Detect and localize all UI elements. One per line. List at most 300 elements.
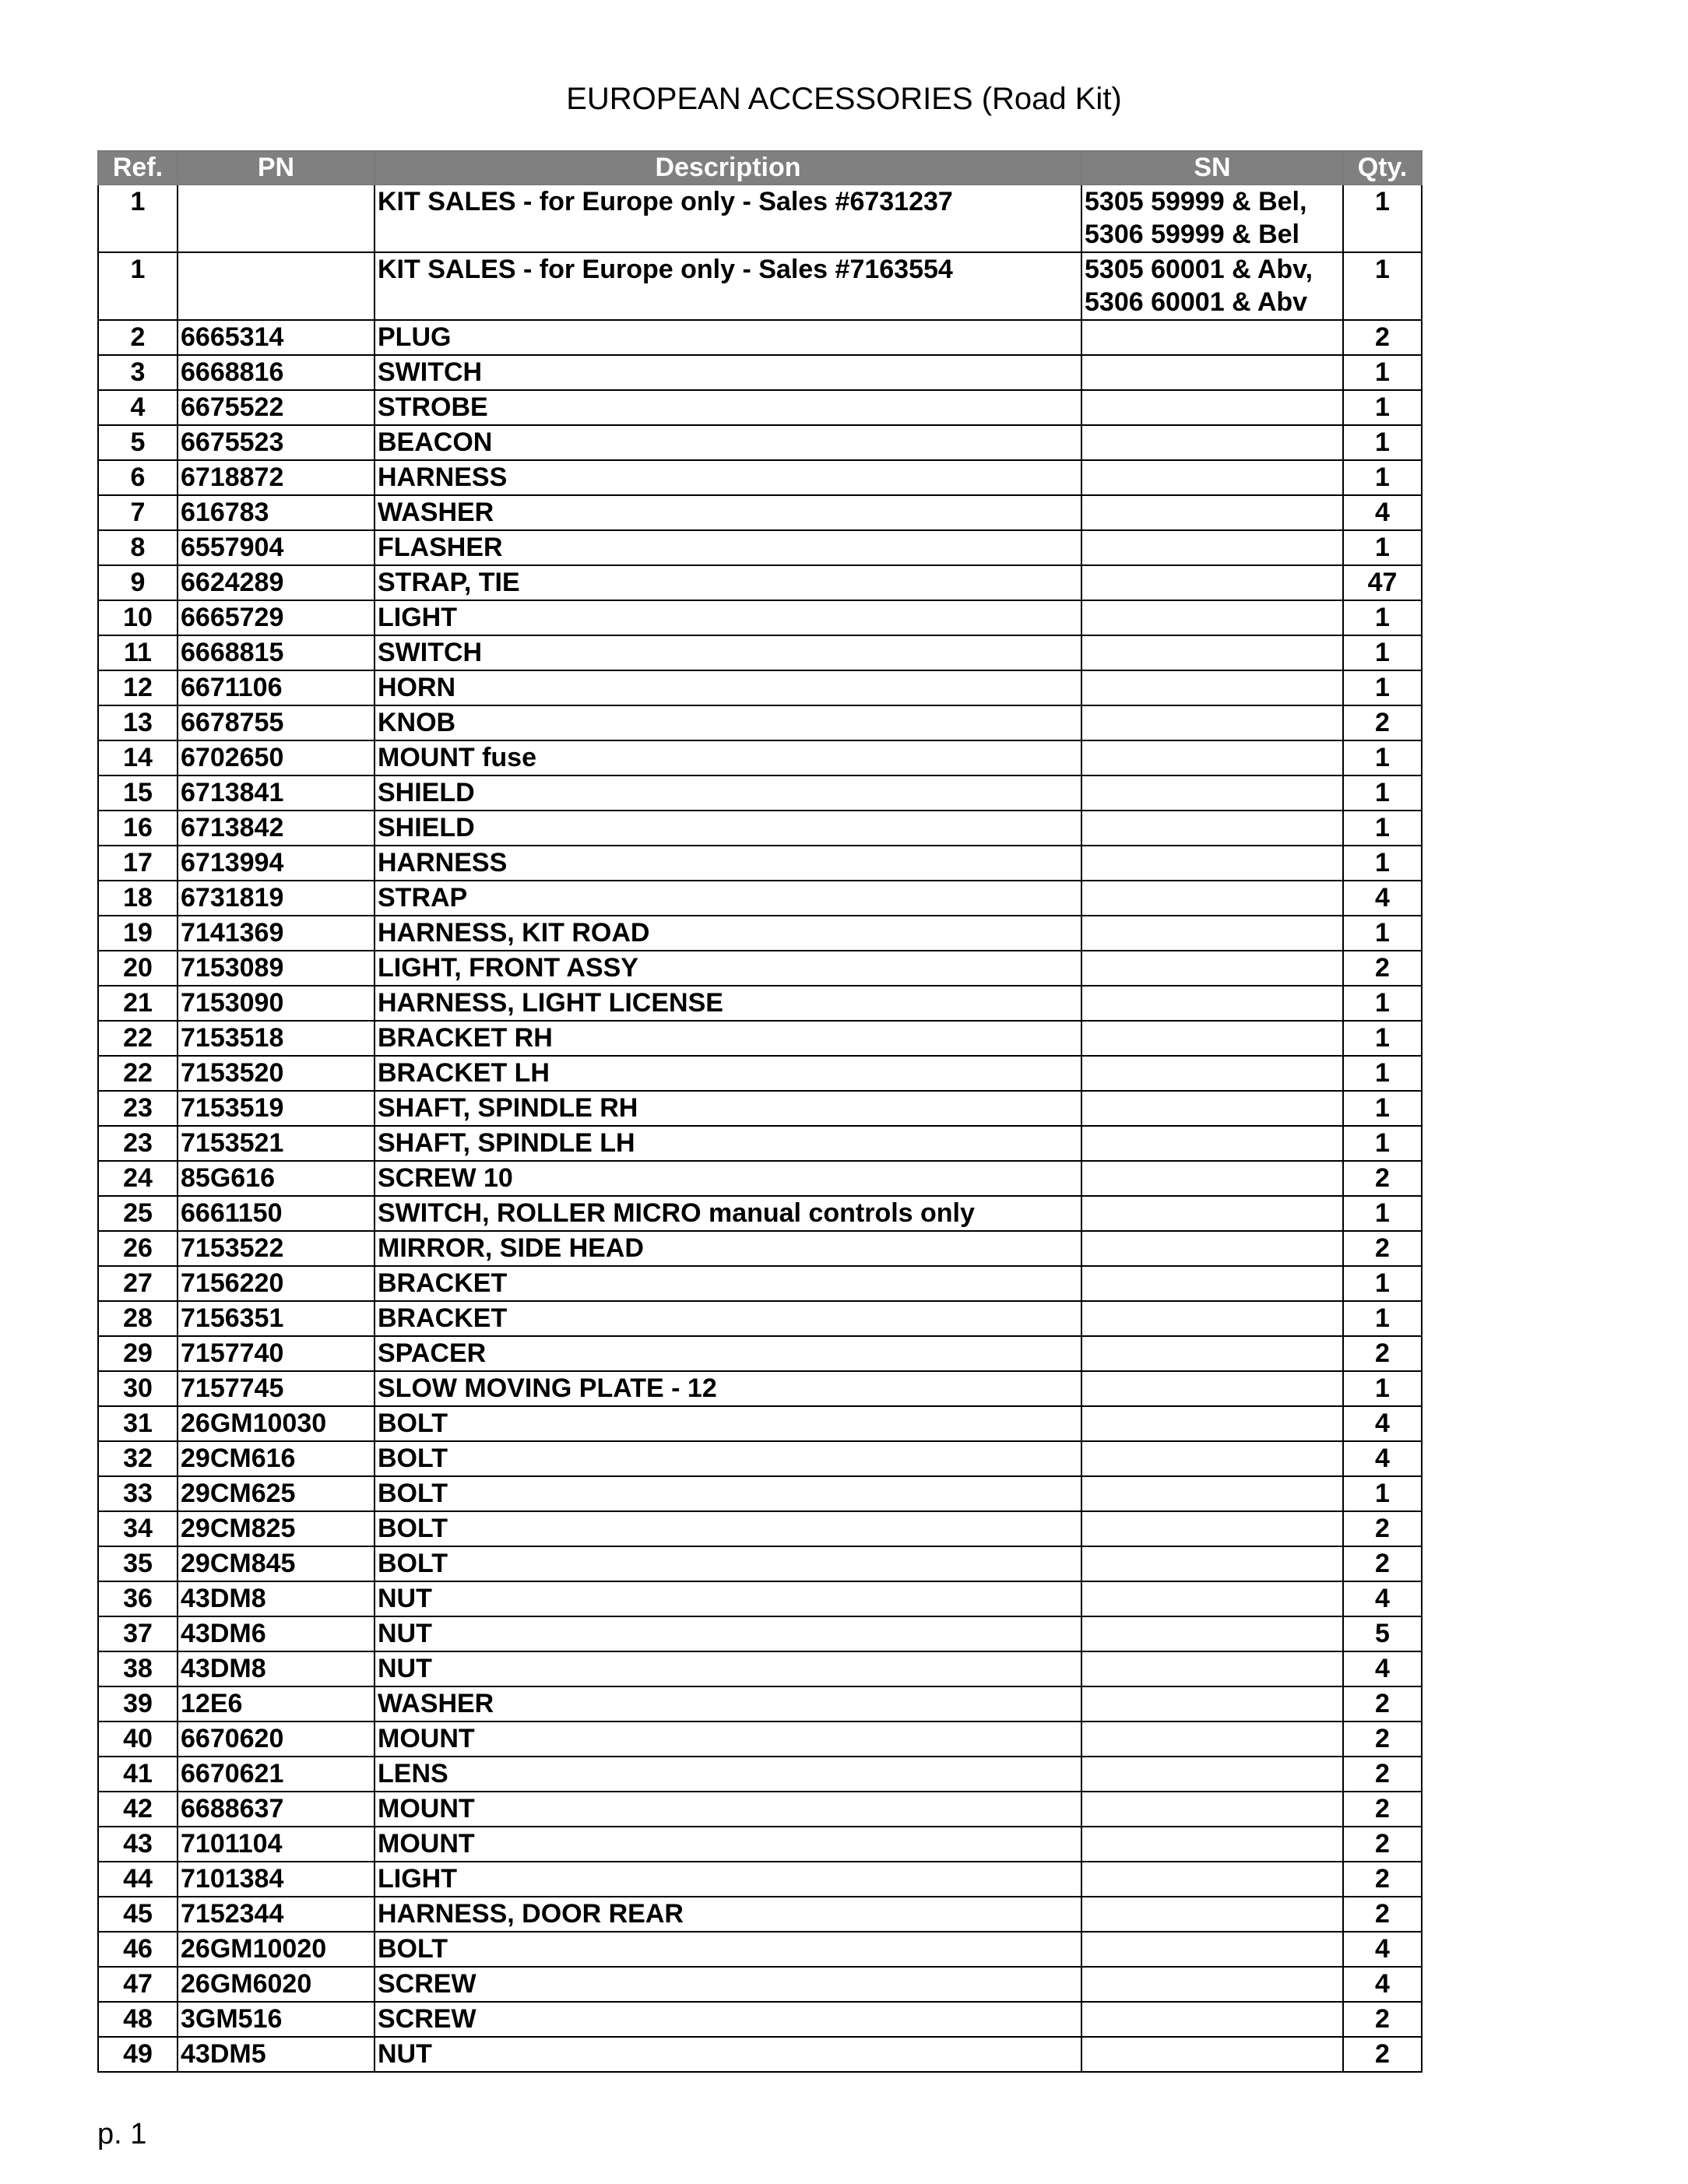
cell-ref: 22 bbox=[98, 1056, 178, 1091]
parts-table-body bbox=[98, 185, 1422, 2072]
cell-description: STRAP, TIE bbox=[375, 565, 1081, 600]
table-row bbox=[98, 1897, 1422, 1932]
cell-description: MOUNT bbox=[375, 1792, 1081, 1827]
cell-serial-number bbox=[1081, 1301, 1343, 1336]
table-row bbox=[98, 811, 1422, 846]
cell-quantity: 1 bbox=[1343, 670, 1422, 705]
cell-ref: 3 bbox=[98, 355, 178, 390]
cell-serial-number bbox=[1081, 1196, 1343, 1231]
cell-ref: 15 bbox=[98, 775, 178, 811]
cell-description: SHAFT, SPINDLE LH bbox=[375, 1126, 1081, 1161]
table-row bbox=[98, 705, 1422, 740]
cell-ref: 46 bbox=[98, 1932, 178, 1967]
cell-quantity: 2 bbox=[1343, 1792, 1422, 1827]
cell-ref: 33 bbox=[98, 1476, 178, 1511]
table-row bbox=[98, 670, 1422, 705]
cell-quantity: 2 bbox=[1343, 1686, 1422, 1722]
cell-quantity: 4 bbox=[1343, 1932, 1422, 1967]
table-row bbox=[98, 252, 1422, 320]
table-row bbox=[98, 1757, 1422, 1792]
cell-description: SPACER bbox=[375, 1336, 1081, 1371]
table-row bbox=[98, 1651, 1422, 1686]
cell-part-number: 7153522 bbox=[178, 1231, 375, 1266]
cell-serial-number bbox=[1081, 775, 1343, 811]
cell-quantity: 2 bbox=[1343, 1722, 1422, 1757]
cell-description: BOLT bbox=[375, 1441, 1081, 1476]
cell-part-number: 12E6 bbox=[178, 1686, 375, 1722]
cell-serial-number bbox=[1081, 1126, 1343, 1161]
cell-ref: 39 bbox=[98, 1686, 178, 1722]
cell-ref: 38 bbox=[98, 1651, 178, 1686]
cell-part-number: 7101104 bbox=[178, 1827, 375, 1862]
cell-part-number: 7141369 bbox=[178, 916, 375, 951]
cell-part-number: 7153519 bbox=[178, 1091, 375, 1126]
table-row bbox=[98, 1722, 1422, 1757]
cell-serial-number bbox=[1081, 1476, 1343, 1511]
cell-ref: 2 bbox=[98, 320, 178, 355]
cell-serial-number bbox=[1081, 1336, 1343, 1371]
table-row bbox=[98, 2002, 1422, 2037]
cell-part-number: 6731819 bbox=[178, 881, 375, 916]
cell-part-number: 26GM6020 bbox=[178, 1967, 375, 2002]
cell-part-number: 43DM8 bbox=[178, 1581, 375, 1616]
cell-part-number: 6713841 bbox=[178, 775, 375, 811]
table-row bbox=[98, 390, 1422, 425]
table-row bbox=[98, 1126, 1422, 1161]
cell-part-number: 6713842 bbox=[178, 811, 375, 846]
table-row bbox=[98, 916, 1422, 951]
cell-part-number: 6665314 bbox=[178, 320, 375, 355]
cell-part-number: 6557904 bbox=[178, 530, 375, 565]
cell-serial-number bbox=[1081, 1722, 1343, 1757]
cell-quantity: 1 bbox=[1343, 185, 1422, 252]
cell-description: SLOW MOVING PLATE - 12 bbox=[375, 1371, 1081, 1406]
cell-part-number: 7153089 bbox=[178, 951, 375, 986]
cell-quantity: 1 bbox=[1343, 530, 1422, 565]
cell-description: KIT SALES - for Europe only - Sales #6731237 bbox=[375, 185, 1081, 252]
column-header-pn: PN bbox=[178, 151, 375, 185]
cell-quantity: 2 bbox=[1343, 1897, 1422, 1932]
cell-part-number: 7152344 bbox=[178, 1897, 375, 1932]
cell-serial-number bbox=[1081, 670, 1343, 705]
table-row bbox=[98, 1511, 1422, 1546]
table-row bbox=[98, 1056, 1422, 1091]
table-row bbox=[98, 600, 1422, 635]
cell-quantity: 4 bbox=[1343, 1581, 1422, 1616]
cell-description: BRACKET bbox=[375, 1301, 1081, 1336]
cell-description: HARNESS bbox=[375, 846, 1081, 881]
table-row bbox=[98, 1091, 1422, 1126]
cell-part-number: 6718872 bbox=[178, 460, 375, 495]
cell-part-number: 43DM8 bbox=[178, 1651, 375, 1686]
cell-serial-number bbox=[1081, 1897, 1343, 1932]
cell-quantity: 5 bbox=[1343, 1616, 1422, 1651]
cell-part-number: 6671106 bbox=[178, 670, 375, 705]
cell-ref: 18 bbox=[98, 881, 178, 916]
cell-quantity: 1 bbox=[1343, 1266, 1422, 1301]
cell-serial-number bbox=[1081, 1686, 1343, 1722]
cell-ref: 20 bbox=[98, 951, 178, 986]
cell-quantity: 2 bbox=[1343, 1827, 1422, 1862]
cell-description: FLASHER bbox=[375, 530, 1081, 565]
cell-serial-number bbox=[1081, 530, 1343, 565]
table-row bbox=[98, 951, 1422, 986]
cell-part-number: 85G616 bbox=[178, 1161, 375, 1196]
cell-ref: 21 bbox=[98, 986, 178, 1021]
cell-quantity: 1 bbox=[1343, 252, 1422, 320]
table-row bbox=[98, 460, 1422, 495]
cell-serial-number bbox=[1081, 846, 1343, 881]
cell-description: MIRROR, SIDE HEAD bbox=[375, 1231, 1081, 1266]
cell-description: STRAP bbox=[375, 881, 1081, 916]
cell-part-number: 43DM6 bbox=[178, 1616, 375, 1651]
document-title: EUROPEAN ACCESSORIES (Road Kit) bbox=[566, 82, 1122, 116]
table-row bbox=[98, 1581, 1422, 1616]
cell-part-number: 29CM616 bbox=[178, 1441, 375, 1476]
cell-description: HORN bbox=[375, 670, 1081, 705]
cell-part-number: 6670620 bbox=[178, 1722, 375, 1757]
cell-quantity: 4 bbox=[1343, 1441, 1422, 1476]
cell-description: KNOB bbox=[375, 705, 1081, 740]
cell-ref: 1 bbox=[98, 185, 178, 252]
cell-serial-number bbox=[1081, 635, 1343, 670]
cell-part-number: 6713994 bbox=[178, 846, 375, 881]
cell-description: SHAFT, SPINDLE RH bbox=[375, 1091, 1081, 1126]
cell-quantity: 1 bbox=[1343, 425, 1422, 460]
cell-ref: 48 bbox=[98, 2002, 178, 2037]
table-row bbox=[98, 530, 1422, 565]
table-row bbox=[98, 355, 1422, 390]
table-header-row bbox=[98, 151, 1422, 185]
cell-description: SCREW bbox=[375, 1967, 1081, 2002]
table-row bbox=[98, 1371, 1422, 1406]
cell-description: BOLT bbox=[375, 1406, 1081, 1441]
cell-quantity: 1 bbox=[1343, 1126, 1422, 1161]
cell-serial-number: 5305 60001 & Abv, 5306 60001 & Abv bbox=[1081, 252, 1343, 320]
table-row bbox=[98, 565, 1422, 600]
cell-part-number: 6670621 bbox=[178, 1757, 375, 1792]
cell-quantity: 1 bbox=[1343, 1301, 1422, 1336]
cell-serial-number bbox=[1081, 740, 1343, 775]
cell-serial-number bbox=[1081, 811, 1343, 846]
table-row bbox=[98, 1441, 1422, 1476]
cell-part-number: 7153518 bbox=[178, 1021, 375, 1056]
cell-quantity: 2 bbox=[1343, 320, 1422, 355]
column-header-sn: SN bbox=[1081, 151, 1343, 185]
cell-ref: 22 bbox=[98, 1021, 178, 1056]
table-row bbox=[98, 425, 1422, 460]
cell-quantity: 2 bbox=[1343, 2002, 1422, 2037]
table-row bbox=[98, 1161, 1422, 1196]
cell-quantity: 1 bbox=[1343, 1476, 1422, 1511]
cell-description: SHIELD bbox=[375, 811, 1081, 846]
cell-ref: 23 bbox=[98, 1091, 178, 1126]
cell-description: KIT SALES - for Europe only - Sales #7163554 bbox=[375, 252, 1081, 320]
cell-description: SHIELD bbox=[375, 775, 1081, 811]
table-row bbox=[98, 1196, 1422, 1231]
cell-serial-number bbox=[1081, 2002, 1343, 2037]
table-row bbox=[98, 986, 1422, 1021]
table-row bbox=[98, 1406, 1422, 1441]
cell-part-number: 29CM845 bbox=[178, 1546, 375, 1581]
cell-quantity: 4 bbox=[1343, 881, 1422, 916]
cell-serial-number bbox=[1081, 1371, 1343, 1406]
cell-description: BOLT bbox=[375, 1546, 1081, 1581]
cell-quantity: 1 bbox=[1343, 1056, 1422, 1091]
cell-quantity: 2 bbox=[1343, 1161, 1422, 1196]
table-row bbox=[98, 1967, 1422, 2002]
cell-ref: 28 bbox=[98, 1301, 178, 1336]
cell-description: MOUNT bbox=[375, 1827, 1081, 1862]
cell-serial-number bbox=[1081, 916, 1343, 951]
cell-serial-number bbox=[1081, 460, 1343, 495]
table-row bbox=[98, 1827, 1422, 1862]
table-row bbox=[98, 1862, 1422, 1897]
cell-serial-number bbox=[1081, 1021, 1343, 1056]
cell-ref: 40 bbox=[98, 1722, 178, 1757]
table-row bbox=[98, 495, 1422, 530]
cell-serial-number bbox=[1081, 495, 1343, 530]
cell-part-number: 6675522 bbox=[178, 390, 375, 425]
cell-quantity: 1 bbox=[1343, 916, 1422, 951]
cell-ref: 17 bbox=[98, 846, 178, 881]
cell-ref: 24 bbox=[98, 1161, 178, 1196]
cell-serial-number bbox=[1081, 390, 1343, 425]
column-header-description: Description bbox=[375, 151, 1081, 185]
cell-quantity: 1 bbox=[1343, 1196, 1422, 1231]
cell-quantity: 1 bbox=[1343, 390, 1422, 425]
parts-table bbox=[97, 150, 1422, 2073]
cell-description: SCREW bbox=[375, 2002, 1081, 2037]
table-row bbox=[98, 1932, 1422, 1967]
cell-quantity: 1 bbox=[1343, 600, 1422, 635]
cell-part-number bbox=[178, 185, 375, 252]
cell-description: STROBE bbox=[375, 390, 1081, 425]
cell-part-number: 26GM10020 bbox=[178, 1932, 375, 1967]
cell-quantity: 4 bbox=[1343, 1651, 1422, 1686]
cell-description: SWITCH bbox=[375, 635, 1081, 670]
cell-ref: 34 bbox=[98, 1511, 178, 1546]
cell-part-number: 7156351 bbox=[178, 1301, 375, 1336]
cell-serial-number bbox=[1081, 425, 1343, 460]
cell-ref: 27 bbox=[98, 1266, 178, 1301]
cell-description: MOUNT bbox=[375, 1722, 1081, 1757]
cell-quantity: 4 bbox=[1343, 495, 1422, 530]
cell-ref: 42 bbox=[98, 1792, 178, 1827]
cell-ref: 31 bbox=[98, 1406, 178, 1441]
cell-description: LENS bbox=[375, 1757, 1081, 1792]
cell-serial-number bbox=[1081, 1511, 1343, 1546]
cell-description: HARNESS, LIGHT LICENSE bbox=[375, 986, 1081, 1021]
cell-description: NUT bbox=[375, 2037, 1081, 2072]
column-header-ref: Ref. bbox=[98, 151, 178, 185]
cell-quantity: 2 bbox=[1343, 1231, 1422, 1266]
cell-description: BOLT bbox=[375, 1476, 1081, 1511]
table-row bbox=[98, 185, 1422, 252]
cell-quantity: 1 bbox=[1343, 775, 1422, 811]
cell-description: PLUG bbox=[375, 320, 1081, 355]
cell-ref: 47 bbox=[98, 1967, 178, 2002]
cell-serial-number bbox=[1081, 1266, 1343, 1301]
cell-serial-number bbox=[1081, 320, 1343, 355]
table-row bbox=[98, 775, 1422, 811]
cell-serial-number bbox=[1081, 1406, 1343, 1441]
cell-quantity: 2 bbox=[1343, 705, 1422, 740]
cell-part-number: 6665729 bbox=[178, 600, 375, 635]
cell-description: WASHER bbox=[375, 1686, 1081, 1722]
cell-serial-number bbox=[1081, 1441, 1343, 1476]
cell-description: NUT bbox=[375, 1581, 1081, 1616]
cell-description: SCREW 10 bbox=[375, 1161, 1081, 1196]
cell-description: NUT bbox=[375, 1616, 1081, 1651]
cell-part-number: 7156220 bbox=[178, 1266, 375, 1301]
cell-description: NUT bbox=[375, 1651, 1081, 1686]
cell-part-number: 7153520 bbox=[178, 1056, 375, 1091]
cell-part-number bbox=[178, 252, 375, 320]
cell-quantity: 2 bbox=[1343, 1862, 1422, 1897]
cell-ref: 6 bbox=[98, 460, 178, 495]
cell-quantity: 2 bbox=[1343, 1546, 1422, 1581]
cell-serial-number bbox=[1081, 1792, 1343, 1827]
cell-part-number: 6661150 bbox=[178, 1196, 375, 1231]
cell-ref: 8 bbox=[98, 530, 178, 565]
cell-serial-number bbox=[1081, 1091, 1343, 1126]
cell-ref: 4 bbox=[98, 390, 178, 425]
cell-ref: 26 bbox=[98, 1231, 178, 1266]
cell-serial-number bbox=[1081, 1056, 1343, 1091]
cell-description: BRACKET RH bbox=[375, 1021, 1081, 1056]
cell-serial-number bbox=[1081, 600, 1343, 635]
cell-quantity: 47 bbox=[1343, 565, 1422, 600]
cell-serial-number bbox=[1081, 1161, 1343, 1196]
cell-quantity: 1 bbox=[1343, 355, 1422, 390]
table-row bbox=[98, 846, 1422, 881]
cell-description: BRACKET bbox=[375, 1266, 1081, 1301]
cell-ref: 23 bbox=[98, 1126, 178, 1161]
cell-description: LIGHT, FRONT ASSY bbox=[375, 951, 1081, 986]
cell-quantity: 1 bbox=[1343, 1371, 1422, 1406]
cell-serial-number bbox=[1081, 1932, 1343, 1967]
cell-ref: 30 bbox=[98, 1371, 178, 1406]
cell-description: LIGHT bbox=[375, 600, 1081, 635]
cell-serial-number bbox=[1081, 1546, 1343, 1581]
cell-serial-number bbox=[1081, 1231, 1343, 1266]
cell-ref: 41 bbox=[98, 1757, 178, 1792]
cell-serial-number bbox=[1081, 565, 1343, 600]
cell-serial-number bbox=[1081, 951, 1343, 986]
cell-ref: 45 bbox=[98, 1897, 178, 1932]
table-row bbox=[98, 1301, 1422, 1336]
cell-description: HARNESS bbox=[375, 460, 1081, 495]
cell-serial-number bbox=[1081, 2037, 1343, 2072]
table-row bbox=[98, 635, 1422, 670]
cell-ref: 44 bbox=[98, 1862, 178, 1897]
table-row bbox=[98, 1546, 1422, 1581]
table-row bbox=[98, 740, 1422, 775]
cell-serial-number bbox=[1081, 705, 1343, 740]
cell-ref: 16 bbox=[98, 811, 178, 846]
cell-quantity: 1 bbox=[1343, 1021, 1422, 1056]
cell-ref: 13 bbox=[98, 705, 178, 740]
cell-serial-number bbox=[1081, 1581, 1343, 1616]
cell-quantity: 1 bbox=[1343, 1091, 1422, 1126]
cell-description: LIGHT bbox=[375, 1862, 1081, 1897]
cell-serial-number bbox=[1081, 1616, 1343, 1651]
cell-description: SWITCH bbox=[375, 355, 1081, 390]
cell-part-number: 6675523 bbox=[178, 425, 375, 460]
cell-serial-number bbox=[1081, 355, 1343, 390]
cell-part-number: 6678755 bbox=[178, 705, 375, 740]
table-row bbox=[98, 1336, 1422, 1371]
cell-quantity: 1 bbox=[1343, 635, 1422, 670]
cell-part-number: 7153090 bbox=[178, 986, 375, 1021]
cell-ref: 1 bbox=[98, 252, 178, 320]
table-row bbox=[98, 881, 1422, 916]
cell-ref: 19 bbox=[98, 916, 178, 951]
cell-quantity: 1 bbox=[1343, 811, 1422, 846]
cell-quantity: 2 bbox=[1343, 1511, 1422, 1546]
cell-part-number: 3GM516 bbox=[178, 2002, 375, 2037]
cell-part-number: 7101384 bbox=[178, 1862, 375, 1897]
cell-part-number: 616783 bbox=[178, 495, 375, 530]
cell-serial-number bbox=[1081, 1757, 1343, 1792]
table-row bbox=[98, 1686, 1422, 1722]
cell-quantity: 1 bbox=[1343, 846, 1422, 881]
cell-quantity: 1 bbox=[1343, 460, 1422, 495]
cell-part-number: 26GM10030 bbox=[178, 1406, 375, 1441]
cell-part-number: 7153521 bbox=[178, 1126, 375, 1161]
cell-ref: 37 bbox=[98, 1616, 178, 1651]
cell-serial-number bbox=[1081, 1862, 1343, 1897]
cell-ref: 9 bbox=[98, 565, 178, 600]
cell-serial-number bbox=[1081, 1651, 1343, 1686]
cell-ref: 25 bbox=[98, 1196, 178, 1231]
table-row bbox=[98, 1266, 1422, 1301]
cell-ref: 43 bbox=[98, 1827, 178, 1862]
cell-quantity: 4 bbox=[1343, 1967, 1422, 2002]
cell-quantity: 2 bbox=[1343, 951, 1422, 986]
cell-part-number: 6668816 bbox=[178, 355, 375, 390]
table-row bbox=[98, 2037, 1422, 2072]
cell-part-number: 6668815 bbox=[178, 635, 375, 670]
cell-description: BOLT bbox=[375, 1511, 1081, 1546]
cell-ref: 29 bbox=[98, 1336, 178, 1371]
cell-part-number: 6624289 bbox=[178, 565, 375, 600]
cell-serial-number bbox=[1081, 986, 1343, 1021]
cell-quantity: 1 bbox=[1343, 740, 1422, 775]
cell-part-number: 7157745 bbox=[178, 1371, 375, 1406]
table-row bbox=[98, 1616, 1422, 1651]
cell-quantity: 2 bbox=[1343, 2037, 1422, 2072]
cell-description: BOLT bbox=[375, 1932, 1081, 1967]
page-number: p. 1 bbox=[97, 2118, 147, 2151]
cell-description: HARNESS, DOOR REAR bbox=[375, 1897, 1081, 1932]
cell-description: HARNESS, KIT ROAD bbox=[375, 916, 1081, 951]
cell-part-number: 43DM5 bbox=[178, 2037, 375, 2072]
cell-description: WASHER bbox=[375, 495, 1081, 530]
cell-description: SWITCH, ROLLER MICRO manual controls only bbox=[375, 1196, 1081, 1231]
cell-part-number: 6688637 bbox=[178, 1792, 375, 1827]
table-row bbox=[98, 1792, 1422, 1827]
cell-ref: 7 bbox=[98, 495, 178, 530]
cell-serial-number bbox=[1081, 881, 1343, 916]
cell-serial-number bbox=[1081, 1827, 1343, 1862]
cell-part-number: 29CM625 bbox=[178, 1476, 375, 1511]
cell-quantity: 4 bbox=[1343, 1406, 1422, 1441]
cell-quantity: 2 bbox=[1343, 1336, 1422, 1371]
table-row bbox=[98, 320, 1422, 355]
cell-ref: 32 bbox=[98, 1441, 178, 1476]
